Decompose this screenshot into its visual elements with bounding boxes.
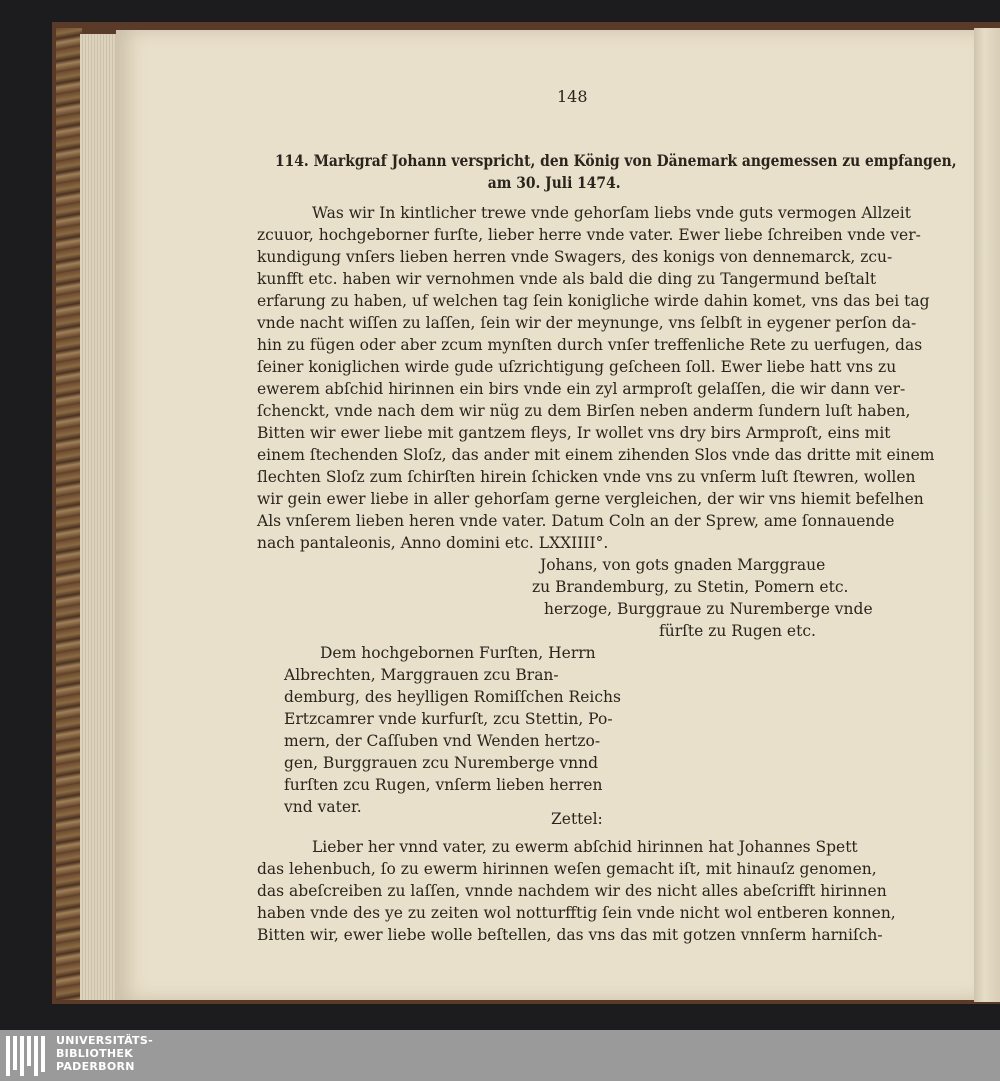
signature-line: Johans, von gots gnaden Marggraue [540,556,826,574]
letter-line: Was wir In kintlicher trewe vnde gehorſam liebs vnde guts vermogen Allzeit [312,204,911,222]
letter-line: ſeiner koniglichen wirde gude uſzrichtigung geſcheen ſoll. Ewer liebe hatt vns zu [257,358,897,376]
address-line: Albrechten, Marggrauen zcu Bran- [284,666,559,684]
letter-line: ſchenckt, vnde nach dem wir nüg zu dem Birſen neben anderm ſundern luſt haben, [257,402,911,420]
zettel-label: Zettel: [551,810,603,828]
address-line: Ertzcamrer vnde kurfurſt, zcu Stettin, Po- [284,710,613,728]
letter-line: erfarung zu haben, uf welchen tag ſein konigliche wirde dahin komet, vns das bei tag [257,292,930,310]
library-logo-text [56,1034,153,1073]
signature-line: herzoge, Burggraue zu Nuremberge vnde [544,600,873,618]
letter-line: einem ſtechenden Sloſz, das ander mit einem zihenden Slos vnde das dritte mit einem [257,446,935,464]
book-page [116,30,976,1000]
letter-line: Als vnſerem lieben heren vnde vater. Datum Coln an der Sprew, ame ſonnauende [257,512,895,530]
heading-title: Markgraf Johann verspricht, den König von Dänemark angemessen zu empfangen, [313,151,957,170]
marbled-edge [56,28,82,1000]
logo-line: BIBLIOTHEK [56,1047,134,1060]
address-line: vnd vater. [284,798,362,816]
library-footer [0,1030,1000,1081]
heading-date: am 30. Juli 1474. [487,173,621,192]
zettel-line: haben vnde des ye zu zeiten wol notturfftig ſein vnde nicht wol entberen konnen, [257,904,896,922]
letter-line: ewerem abſchid hirinnen ein birs vnde ein zyl armproſt gelaſſen, die wir dann ver- [257,380,906,398]
signature-line: zu Brandemburg, zu Stetin, Pomern etc. [532,578,849,596]
address-line: demburg, des heylligen Romiſſchen Reichs [284,688,621,706]
address-line: furſten zcu Rugen, vnſerm lieben herren [284,776,603,794]
letter-line: kundigung vnſers lieben herren vnde Swagers, des konigs von dennemarck, zcu- [257,248,893,266]
letter-line: vnde nacht wiſſen zu laſſen, ſein wir der meynunge, vns ſelbſt in eygener perſon da- [257,314,917,332]
zettel-line: Lieber her vnnd vater, zu ewerm abſchid hirinnen hat Johannes Spett [312,838,858,856]
letter-line: Bitten wir ewer liebe mit gantzem fleys, Ir wollet vns dry birs Armproſt, eins mit [257,424,891,442]
letter-line: kunfft etc. haben wir vernohmen vnde als bald die ding zu Tangermund beſtalt [257,270,877,288]
address-line: mern, der Caſſuben vnd Wenden hertzo- [284,732,601,750]
zettel-line: das abeſcreiben zu laſſen, vnnde nachdem wir des nicht alles abeſcrifft hirinnen [257,882,887,900]
address-line: gen, Burggrauen zcu Nuremberge vnnd [284,754,599,772]
letter-line: ſlechten Sloſz zum ſchirſten hirein ſchicken vnde vns zu vnſerm luſt ſtewren, wollen [257,468,916,486]
letter-line: zcuuor, hochgeborner furſte, lieber herre vnde vater. Ewer liebe ſchreiben vnde ver- [257,226,921,244]
page-number: 148 [557,87,588,106]
logo-line: PADERBORN [56,1060,135,1073]
library-logo-icon [6,1036,50,1076]
zettel-line: Bitten wir, ewer liebe wolle beſtellen, das vns das mit gotzen vnnſerm harniſch- [257,926,883,944]
letter-line: wir gein ewer liebe in aller gehorſam gerne vergleichen, der wir vns hiemit befelhen [257,490,924,508]
section-heading [275,150,957,192]
next-page-edge [974,28,1000,1002]
address-line: Dem hochgebornen Furſten, Herrn [320,644,596,662]
letter-line: nach pantaleonis, Anno domini etc. LXXIIII°. [257,534,609,552]
heading-number: 114. [275,151,309,170]
page-edges [80,34,120,1000]
zettel-line: das lehenbuch, ſo zu ewerm hirinnen weſen gemacht iſt, mit hinauſz genomen, [257,860,877,878]
signature-line: fürſte zu Rugen etc. [659,622,816,640]
letter-line: hin zu fügen oder aber zcum mynſten durch vnſer treffenliche Rete zu uerfugen, das [257,336,923,354]
logo-line: UNIVERSITÄTS- [56,1034,153,1047]
